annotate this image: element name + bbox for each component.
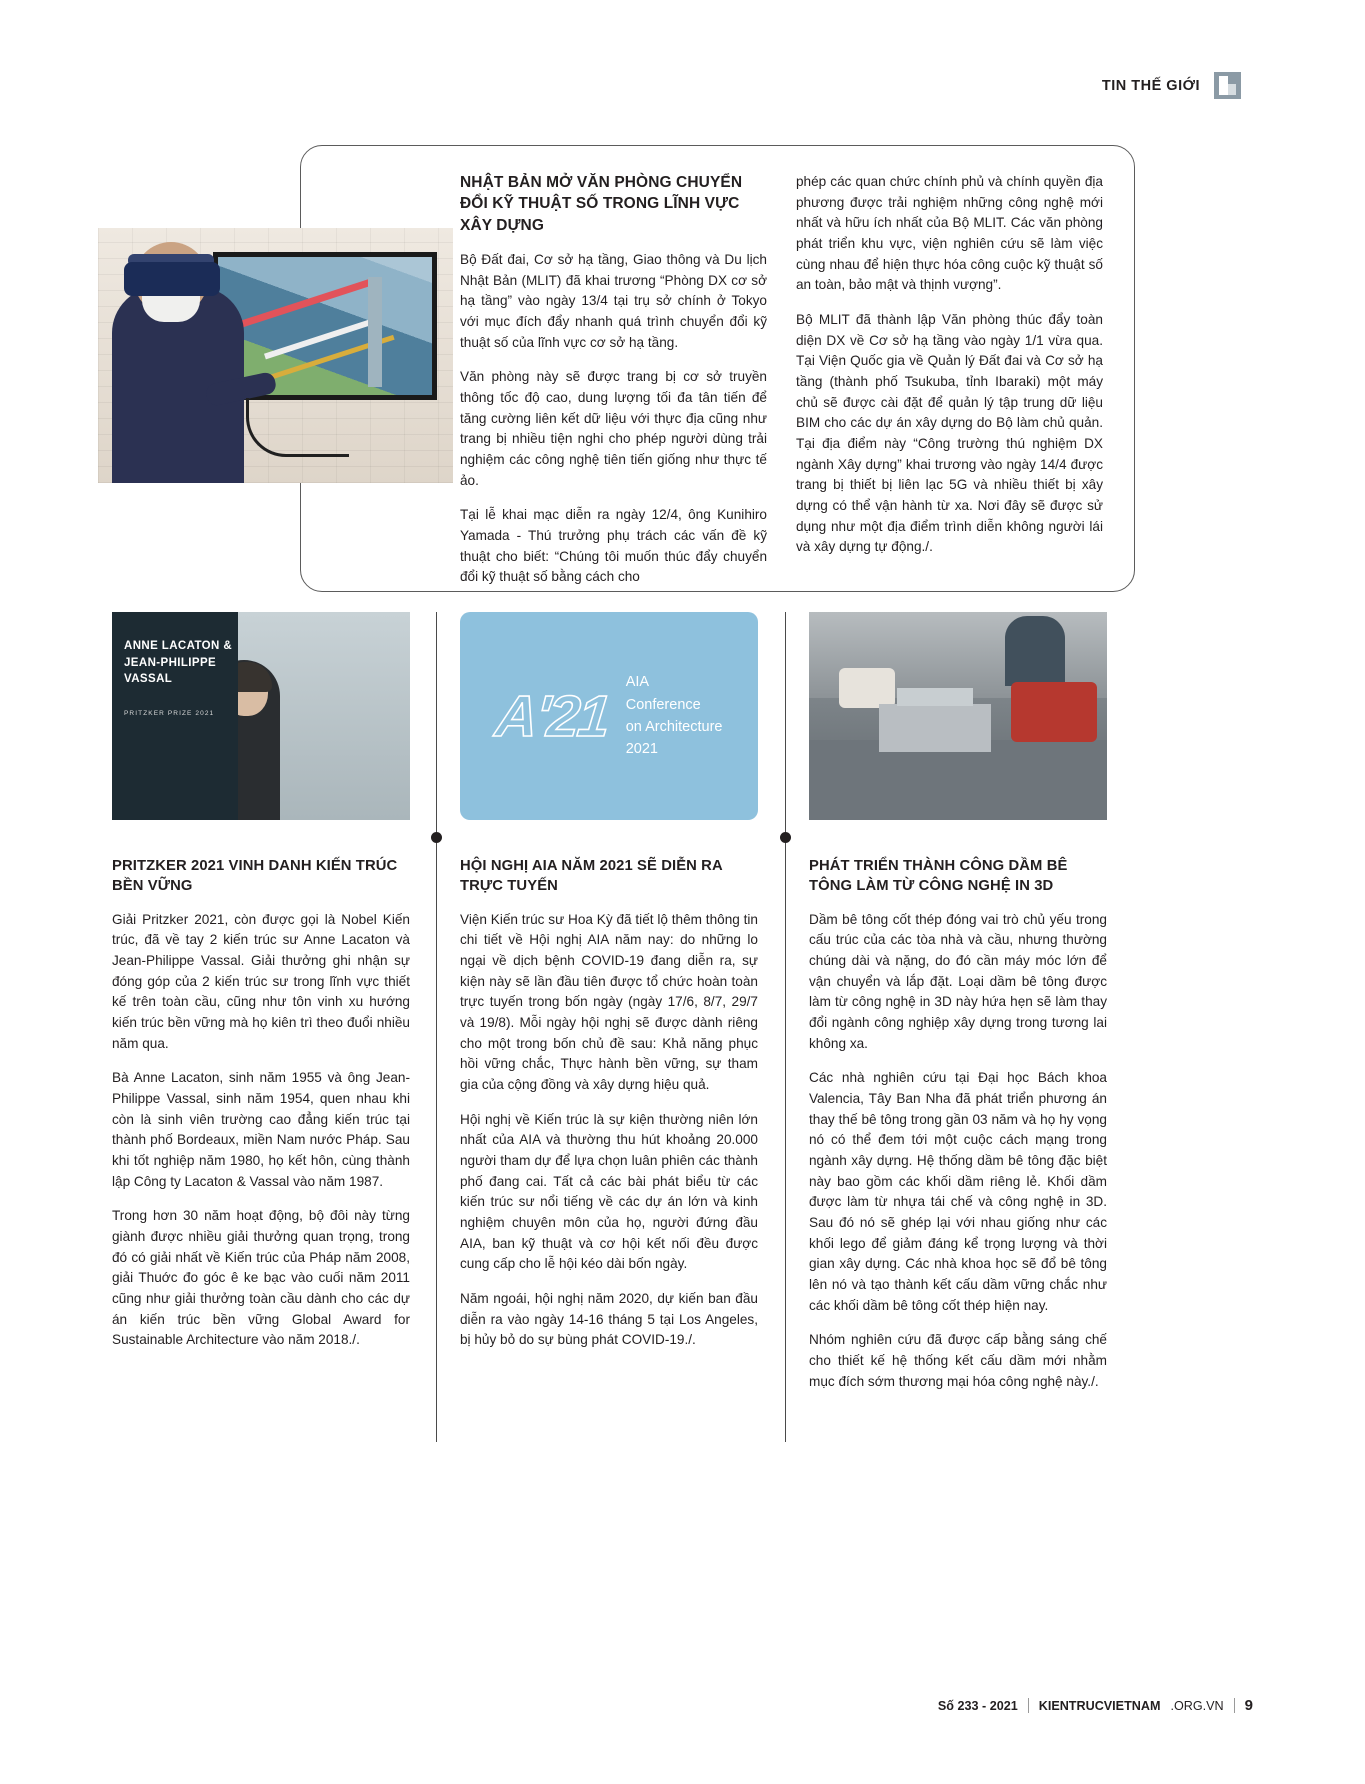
article-pritzker bbox=[112, 612, 410, 1365]
vr-cable bbox=[246, 398, 349, 457]
logo-mark-icon bbox=[1214, 72, 1241, 99]
photo-caption-panel bbox=[112, 612, 238, 820]
article-paragraph: Hội nghị về Kiến trúc là sự kiện thường niên lớn nhất của AIA và thường thu hút khoảng 20.000 người tham dự để lựa chọn luân phiên các thành phố đang cai. Tất cả các bài phát biểu từ các kiến trúc sư nổi tiếng về các dự án lớn và kinh nghiệm chuyên môn của họ, người đứng đầu AIA, ban kỹ thuật và cơ hội kết nối đều được cung cấp cho lễ hội kéo dài bốn ngày. bbox=[460, 1111, 758, 1272]
article-paragraph: Viện Kiến trúc sư Hoa Kỳ đã tiết lộ thêm thông tin chi tiết về Hội nghị AIA năm nay: do những lo ngại về dịch bệnh COVID-19 đang diễn ra, sự kiện này sẽ lần đầu tiên được tổ chức hoàn toàn trực tuyến trong bốn ngày (ngày 17/6, 8/7, 29/7 và 19/8). Mỗi ngày hội nghị sẽ được dành riêng cho một trong bốn chủ đề sau: Khả năng phục hồi vững chắc, Thực hành bền vững, sự tham gia của cộng đồng và xây dựng hiệu quả. bbox=[460, 911, 758, 1093]
vr-goggles-icon bbox=[124, 262, 220, 296]
header-kicker: TIN THẾ GIỚI bbox=[1101, 77, 1200, 94]
photo-worker bbox=[1005, 616, 1065, 686]
feature-column-left bbox=[460, 172, 767, 602]
render-tower bbox=[368, 277, 382, 387]
feature-paragraph: Bộ Đất đai, Cơ sở hạ tầng, Giao thông và Du lịch Nhật Bản (MLIT) đã khai trương “Phòng DX cơ sở hạ tầng” vào ngày 13/4 tại trụ sở chính ở Tokyo với mục đích đẩy nhanh quá trình chuyển đổi kỹ thuật số của lĩnh vực cơ sở hạ tầng. bbox=[460, 252, 767, 350]
feature-paragraph: Tại lễ khai mạc diễn ra ngày 12/4, ông Kunihiro Yamada - Thú trưởng phụ trách các vấn đề kỹ thuật cho biết: “Chúng tôi muốn thúc đẩy chuyển đổi kỹ thuật số bằng cách cho bbox=[460, 507, 767, 585]
page-header bbox=[1102, 72, 1241, 99]
feature-column-right bbox=[796, 172, 1103, 602]
aia-banner-text: AIA Conference on Architecture 2021 bbox=[625, 674, 723, 758]
divider-node-dot bbox=[780, 832, 791, 843]
photo-caption-subtitle: PRITZKER PRIZE 2021 bbox=[124, 710, 215, 717]
article-paragraph: Trong hơn 30 năm hoạt động, bộ đôi này từng giành được nhiều giải thưởng quan trọng, trong đó có giải nhất về Kiến trúc của Pháp năm 2008, giải Thuớc đo góc ê ke bạc vào cuối năm 2011 cũng như giải thưởng toàn cầu dành cho các dự án kiến trúc bền vững Global Award for Sustainable Architecture vào năm 2018./. bbox=[112, 1208, 410, 1348]
feature-title: NHẬT BẢN MỞ VĂN PHÒNG CHUYỂN ĐỔI KỸ THUẬT SỐ TRONG LĨNH VỰC XÂY DỰNG bbox=[460, 174, 743, 234]
screen-render-image bbox=[218, 257, 432, 395]
vr-headset-photo bbox=[98, 228, 453, 483]
photo-material-bag bbox=[839, 668, 895, 708]
article-paragraph: Dầm bê tông cốt thép đóng vai trò chủ yếu trong cấu trúc của các tòa nhà và cầu, nhưng thường chúng dài và nặng, do đó cần máy móc lớn để vận chuyển và lắp đặt. Loại dầm bê tông được làm từ công nghệ in 3D này hứa hẹn sẽ làm thay đổi ngành công nghiệp xây dựng trong tương lai không xa. bbox=[809, 911, 1107, 1051]
column-divider bbox=[436, 612, 437, 1442]
3d-printed-concrete-beam-photo bbox=[809, 612, 1107, 820]
article-paragraph: Các nhà nghiên cứu tại Đại học Bách khoa Valencia, Tây Ban Nha đã phát triển phương án thay thế bê tông trong gần 03 năm và họ hy vọng nó có thể đem tới một cuộc cách mạng trong ngành xây dựng. Hệ thống dầm bê tông đặc biệt này bao gồm các khối dầm riêng lẻ. Khối dầm được làm từ nhựa tái chế và công nghệ in 3D. Sau đó nó sẽ ghép lại với nhau giống như các khối lego để giảm đáng kể trọng lượng và thời gian xây dựng. Các nhà khoa học sẽ đổ bê tông lên nó và tạo thành kết cấu dầm vững chắc như các khối dầm bê tông cốt thép hiện nay. bbox=[809, 1070, 1107, 1313]
article-paragraph: Giải Pritzker 2021, còn được gọi là Nobel Kiến trúc, đã về tay 2 kiến trúc sư Anne Lacaton và Jean-Philippe Vassal. Giải thưởng ghi nhận sự đóng góp của 2 kiến trúc sư trong lĩnh vực thiết kế trên toàn cầu, cũng như tôn vinh xu hướng kiến trúc bền vững mà họ kiên trì theo đuổi nhiều năm qua. bbox=[112, 911, 410, 1051]
column-divider bbox=[785, 612, 786, 1442]
article-aia bbox=[460, 612, 758, 1365]
feature-article-text bbox=[460, 172, 1103, 602]
footer-separator bbox=[1234, 1698, 1235, 1713]
photo-worktable bbox=[809, 740, 1107, 820]
article-paragraph: Bà Anne Lacaton, sinh năm 1955 và ông Jean-Philippe Vassal, sinh năm 1954, quen nhau khi còn là sinh viên trường cao đẳng kiến trúc tại thành phố Bordeaux, miền Nam nước Pháp. Sau khi tốt nghiệp năm 1980, họ kết hôn, cùng thành lập Công ty Lacaton & Vassal vào năm 1987. bbox=[112, 1070, 410, 1189]
aia-logo-icon: A'21 bbox=[492, 683, 612, 749]
divider-node-dot bbox=[431, 832, 442, 843]
aia-conference-2021-banner bbox=[460, 612, 758, 820]
photo-concrete-beam bbox=[879, 704, 991, 752]
article-paragraph: Năm ngoái, hội nghị năm 2020, dự kiến ban đầu diễn ra vào ngày 14-16 tháng 5 tại Los Angeles, bị hủy bỏ do sự bùng phát COVID-19./. bbox=[460, 1290, 758, 1348]
photo-caption-name: ANNE LACATON & JEAN-PHILIPPE VASSAL bbox=[124, 640, 233, 686]
pritzker-laureates-photo bbox=[112, 612, 410, 820]
footer-issue: Số 233 - 2021 bbox=[937, 1698, 1018, 1713]
photo-red-machine bbox=[1011, 682, 1097, 742]
footer-separator bbox=[1028, 1698, 1029, 1713]
article-3d-beam bbox=[809, 612, 1107, 1406]
article-title: PHÁT TRIỂN THÀNH CÔNG DẦM BÊ TÔNG LÀM TỪ CÔNG NGHỆ IN 3D bbox=[809, 858, 1068, 895]
footer-site-name: KIENTRUCVIETNAM bbox=[1038, 1698, 1161, 1713]
feature-paragraph: Bộ MLIT đã thành lập Văn phòng thúc đẩy toàn diện DX về Cơ sở hạ tầng vào ngày 1/1 vừa qua. Tại Viện Quốc gia về Quản lý Đất đai và Cơ sở hạ tầng (thành phố Tsukuba, tỉnh Ibaraki) một máy chủ sẽ được cài đặt để quản lý tập trung dữ liệu BIM cho các dự án xây dựng do Bộ làm chủ quản. Tại địa điểm này “Công trường thú nghiệm DX ngành Xây dựng” khai trương vào ngày 14/4 được trang bị thiết bị liên lạc 5G và nhiều thiết bị xây dựng có thể vận hành từ xa. Nơi đây sẽ được sử dụng như một địa điểm trình diễn không người lái và xây dựng tự động./. bbox=[796, 311, 1103, 555]
feature-paragraph: Văn phòng này sẽ được trang bị cơ sở truyền thông tốc độ cao, dung lượng tối đa tân tiến để tăng cường liên kết dữ liệu với thực địa cũng như trang bị nhiều tiện nghi cho phép người dùng trải nghiệm các công nghệ tiên tiến giống như thực tế ảo. bbox=[460, 369, 767, 488]
page-number: 9 bbox=[1244, 1697, 1253, 1714]
footer-site-domain: .ORG.VN bbox=[1170, 1698, 1224, 1713]
article-title: HỘI NGHỊ AIA NĂM 2021 SẼ DIỄN RA TRỰC TUYẾN bbox=[460, 858, 723, 895]
page-footer bbox=[938, 1697, 1253, 1714]
article-title: PRITZKER 2021 VINH DANH KIẾN TRÚC BỀN VỮNG bbox=[112, 858, 398, 895]
feature-paragraph: phép các quan chức chính phủ và chính quyền địa phương được trải nghiệm những công nghệ mới nhất và hữu ích nhất của Bộ MLIT. Các văn phòng phát triển khu vực, viện nghiên cứu sẽ làm việc cùng nhau để hiện thực hóa công cuộc kỹ thuật số an toàn, bảo mật và thịnh vượng”. bbox=[796, 174, 1103, 293]
article-paragraph: Nhóm nghiên cứu đã được cấp bằng sáng chế cho thiết kế hệ thống kết cấu dầm mới nhằm mục đích sớm thương mại hóa công nghệ này./. bbox=[809, 1332, 1107, 1389]
